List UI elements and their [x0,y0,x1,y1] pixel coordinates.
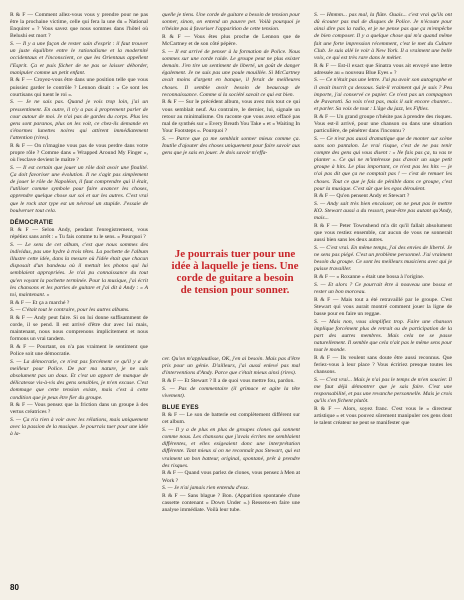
question-paragraph: R & F — Croyez-vous être dans une position telle que vous puissiez garder le contrôle ? Lennon disait : « Ce sont les courtisans qui tuent le roi ». [10,77,148,98]
answer-paragraph: S. — Et alors ? Ce pourrait être à nouveau une bossa et rester un bon morceau. [314,281,452,295]
question-paragraph: R & F — On n'imagine vous pas de vous perdre dans votre propre rôle ? Comme dans « Wrapped Around My Finger », où l'esclave devient le maître ? [10,142,148,164]
answer-paragraph: S. — Je ne sais pas. Quand je vois trop loin, j'ai un pressentiment. En outre, il n'y a pas à proprement parler de cour autour de moi. Je n'ai pas de gardes du corps. Plus les gens sont paranos, plus on les voit, ce chez-ils demande en s'énormes lunettes noires qui attirent immédiatement l'attention (rires). [10,99,148,142]
answer-paragraph: S. — La démocratie, ce n'est pas forcément ce qu'il y a de meilleur pour Police. De par ma nature, je ne suis absolument pas un doux. Et c'est un apport de manque de délicatesse vis-à-vis des gens sensibles, je m'en excuse. C'est dommage que cette tension existe, mais c'est à cette condition que je peux être fier du groupe. [10,358,148,401]
section-heading: DÉMOCRATIE [10,218,54,226]
column-left [10,12,148,584]
question-paragraph: R & F — Sans blague ? Bon. (Apparition spontanée d'une cassette contenant « Down Under ».) Ressens-en faire une analyse immédiate. Voilà leur tube. [162,492,300,514]
question-paragraph: R & F — Sur le précédent album, vous avez mis tout ce qui vous semblait neuf. Au contraire, le dernier, lui, signale un retour au minimalisme. On raconte que vous avez effacé pas mal de synthés sur « Every Breath You Take » et « Waiting In Your Footsteps ». Pourquoi ? [162,99,300,134]
question-paragraph: R & F — Vous êtes plus proche de Lennon que de McCartney et de son côté pépère. [162,33,300,48]
question-paragraph: R & F — Quand vous parlez de clones, vous pensez à Men at Work ? [162,470,300,484]
page-number: 80 [10,583,19,592]
answer-paragraph: cer. Qu'on m'applaudisse, OK, j'en ai besoin. Mais pas d'être pris pour un génie. D'ailleurs, j'ai aussi enlevé pas mal d'interventions d'Andy. Parce que c'était mieux ainsi (rires). [162,356,300,377]
answer-paragraph: S. — Il est arrivé de penser à la formation de Police. Nous sommes sur une corde raide. Le groupe peut ne plus exister demain. J'en tire un sentiment de liberté, un goût de danger également. Je ne suis pas une poule mouillée. Si McCartney avait moins d'argent en banque, il ferait de meilleures choses. Il semble avoir besoin de beaucoup de reconnaissance. Comme si la société savait ce qui est bien. [162,48,300,98]
question-paragraph: R & F — Selon Andy, pendant l'enregistrement, vous répétiez sans arrêt : « Tu fais comme tu le sens. » Pourquoi ? [10,227,148,241]
question-paragraph: R & F — Vous pensez que la friction dans un groupe à des vertus créatrices ? [10,402,148,416]
answer-paragraph: quelle je tiens. Une corde de guitare a besoin de tension pour sonner, sinon, on entend un pauvre pet. Voilà pourquoi je n'hésite pas à favoriser l'apparition de cette tension. [162,12,300,33]
answer-paragraph: S. — Le sens de cet album, c'est que nous sommes des individus, pas une hydre à trois têtes. La pochette de l'album illustre cette idée, dans la mesure où l'idée était que chacun disposait d'un bandeau où il mettait les photos qui lui semblaient appropriées. Je n'ai pu connaissance du tout qu'en voyant la pochette terminée. Pour la musique, j'ai écrit les chansons et les parties de guitare et j'ai dit à Andy : « A toi, maintenant. » [10,241,148,298]
question-paragraph: R & F — Et ça a marché ? [10,299,70,306]
answer-paragraph: S. — Ce n'est pas aussi dramatique que de monter sur scène sans son pantalon. Le vrai risque, c'est de ne pas tenir compte des gens qui vous disent : « Ne fais pas ça, tu vas te planter ». Ce qui ne m'intéresse pas d'avoir un sage petit groupe à hits. Le plus important, ce n'est pas les hits — je n'ai pas dit que ça ne comptait pas ! — c'est de remuer les choses. Tout ce que je fais de pénible dans ce groupe, c'est pour la musique. C'est sûr que les egos déroulent. [314,135,452,192]
answer-paragraph: S. — Il est certain que jouer un rôle doit avoir une finalité. Ça doit favoriser une évolution. Il ne s'agit pas simplement de jouer le rôle de Napoléon, il faut comprendre qui il était, l'utiliser comme symbole pour faire avancer les choses, apprendre quelque chose sur soi et sur les autres. C'est vrai que le rock star type est un névrosé un stupide. J'essaie de boulverser tout cela. [10,164,148,214]
answer-paragraph: S. — Ce n'était pas une lettre. J'ai pu avoir son autographe et il avait inscrit ça dessous. Sait-il vraiment qui je suis ? Peu importe, j'ai conservé ce papier. Ce n'est pas un compagnon de Pavarotti. Sa voix n'est pas, mais il sait encore chanter... et parler. Sa voix de tout : L'âge du jazz, les Fifties. [314,77,452,113]
section-heading: BLUE EYES [162,403,199,411]
question-paragraph: R & F — Et Stewart ? Il a de quoi vous mettre fou, pardon. [162,377,295,384]
question-paragraph: R & F — Alors, soyez franc. C'est vous le « directeur artistique » et vous pouvez sûrement manipuler ces gens dont le talent créateur ne peut se manifester que [314,405,452,427]
question-paragraph: R & F — « Roxanne » était une bossa à l'origine. [314,274,425,281]
answer-paragraph: S. — C'est vrai. En même temps, j'ai des envies de liberté. Je ne sens pas piégé. C'est un problème personnel. J'ai vraiment besoin du groupe. Ce sont les meilleurs musiciens avec qui je puisse travailler. [314,245,452,273]
answer-paragraph: S. — Pas de commentaire (il grimace et agite la tête vivement). [162,385,300,399]
question-paragraph: R & F — Ils veulent sans doute être aussi reconnus. Que feriez-vous à leur place ? Vous écririez presque toutes les chansons. [314,354,452,376]
question-paragraph: R & F — Qu'en pensent Andy et Stewart ? [314,193,410,200]
question-paragraph: R & F — Le son de batterie est complètement différent sur cet album. [162,412,300,426]
answer-paragraph: S. — Ça n'a rien à voir avec les rélations, mais uniquement avec la passion de la musique. Je pourrais tuer pour une idée à la- [10,417,148,438]
question-paragraph: R & F — Peter Townshend m'a dit qu'il fallait absolument que vous restiez ensemble, car aucun de vous ne sonnerait aussi bien sans les deux autres. [314,223,452,244]
question-paragraph: R & F — Est-il exact que Sinatra vous ait envoyé une lettre adressée au « nouveau Blue Eyes » ? [314,62,452,76]
question-paragraph: R & F — Mais tout a été retravaillé par le groupe. C'est Stewart qui vous aurait montré comment jouer la ligne de basse pour en faire un reggae. [314,296,452,317]
answer-paragraph: S. — C'est vrai... Mais je n'ai pas le temps de m'en soucier. Il me faut déjà démontrer que je sais faire. C'est une responsabilité, et pas une revanche personnelle. Mais je crois qu'ils s'en fichent plutôt. [314,376,452,405]
answer-paragraph: S. — Il y a une façon de rester sain d'esprit : il faut trouver un juste équilibre entre le rationalisme et la modernité occidentaux et l'inconscient, ce que les Orientaux appellent l'Esprit. Ça et puis fâcher de ne pas se laisser déborder, manipuler comme un petit enfant. [10,41,148,76]
question-paragraph: R & F — Pourtant, on n'a pas vraiment le sentiment que Police soit une démocratie. [10,344,148,358]
column-middle-bottom [162,356,300,584]
answer-paragraph: S. — Parce que ça me semblait sonner mieux comme ça. Inutile d'ajouter des choses uniquement pour faire savoir aux gens que je sais en jouer. Je dois savoir m'effa- [162,135,300,156]
column-middle-top [162,12,300,237]
answer-paragraph: S. — Je n'ai jamais rien entendu d'eux. [162,485,250,492]
answer-paragraph: S. — C'était tout le contraire, pour les autres albums. [10,307,130,314]
column-right [314,12,452,584]
question-paragraph: R & F — Andy peut faire. Si on lui donne suffisamment de corde, il se pend. Il est arrivé d'être dur avec lui mais, maintenant, nous nous comprenons implicitement et nous formons un vrai tandem. [10,314,148,343]
answer-paragraph: S. — Hmmm... pas mal, la flûte. Ouais... c'est vrai qu'ils ont dû écouter pas mal de disques de Police. Je n'écoute pour ainsi dire pas la radio, et je ne pense pas que ça m'empêche de bien composer. Il y a quelque chose qui m'a quand même fait une forte impression récemment, c'est le met du Culture Club. Je suis allé le voir à New York. Il a vraiment une belle voix, ce qui est très rare dans le métier. [314,12,452,61]
answer-paragraph: S. — Mais non, vous simplifiez trop. Faire une chanson implique forcément plus de retrait ou de participation de la part des autres membres. Mais cela ne se passe naturellement. Il semble que cela n'ait pas le même sens pour tout le monde. [314,318,452,354]
pull-quote: Je pourrais tuer pour une idée à laquelle je tiens. Une corde de guitare a besoin de tension pour sonner. [171,248,299,296]
answer-paragraph: S. — Il y a de plus en plus de groupes clones qui sonnent comme nous. Les chansons que j'avais écrites me semblaient différentes, et elles exigeaient donc une interprétation différente. Tant mieux si on ne reconnaît pas Stewart, qui est vraiment un bon batteur, original, spontané, prêt à prendre des risques. [162,426,300,469]
answer-paragraph: S. — Andy sait très bien encaisser, on ne peut pas le mettre KO. Stewart aussi a du ressort, peut-être pas autant qu'Andy, mais... [314,201,452,222]
question-paragraph: R & F — Un grand groupe n'hésite pas à prendre des risques. Vous est-il arrivé, pour une chanson ou dans une situation particulière, de pénétrer dans l'inconnu ? [314,113,452,134]
question-paragraph: R & F — Comment allez-vous vous y prendre pour ne pas être la prochaine victime, celle qui fera la une du « National Enquirer » ? Vous savez que nous sommes dans l'hôtel où Belushi est mort ? [10,12,148,40]
